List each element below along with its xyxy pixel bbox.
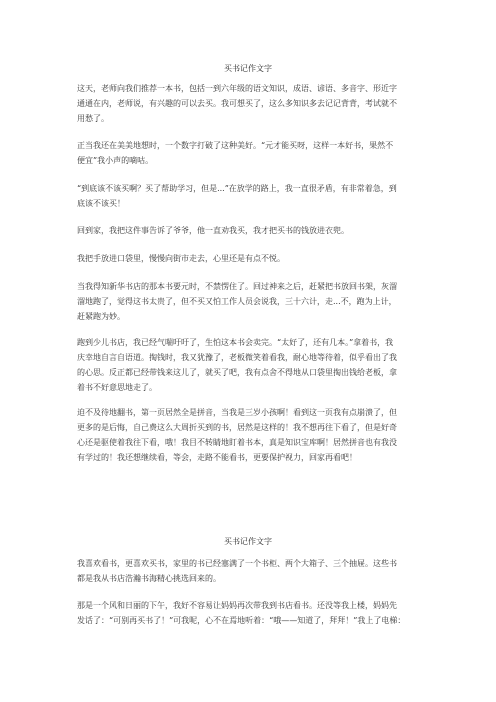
- text-line: 溜地跑了，觉得这书太贵了，但不买又怕工作人员会说我，三十六计，走...不，跑为上计，: [77, 297, 397, 306]
- text-line: “到底该不该买啊？买了帮助学习，但是...”在放学的路上，我一直很矛盾，有非常着急，到: [77, 184, 397, 193]
- text-line: 那是一个风和日丽的下午，我好不容易让妈妈再次带我到书店看书。还没等我上楼，妈妈先: [77, 601, 397, 610]
- article-2-paragraph-1: [77, 556, 417, 586]
- text-line: 发话了：“可别再买书了！”可我呢，心不在焉地听着：“哦——知道了，拜拜！”我上了电梯：: [77, 616, 406, 625]
- text-line: 更多的是后悔，自己费这么大周折买到的书，居然是这样的！我不想再往下看了，但是好奇: [77, 423, 397, 432]
- text-line: 当我得知新华书店的那本书要元时，不禁愣住了。回过神来之后，赶紧把书放回书架，灰溜: [77, 282, 397, 291]
- text-line: 跑到少儿书店，我已经气喘吁吁了，生怕这本书会卖完。“太好了，还有几本。”拿着书，我: [77, 338, 394, 347]
- article-1-paragraph-2: [77, 138, 417, 168]
- article-1-paragraph-1: [77, 81, 417, 126]
- text-line: 我喜欢看书，更喜欢买书，家里的书已经塞满了一个书柜、两个大箱子、三个抽屉。这些书: [77, 559, 397, 568]
- text-line: 庆幸地自言自语道。掏钱时，我又犹豫了，老板微笑着看我，耐心地等待着，似乎看出了我: [77, 353, 397, 362]
- text-line: 这天，老师向我们推荐一本书，包括一到六年级的语文知识，成语、谚语、多音字、形近字: [77, 84, 397, 93]
- text-line: 迫不及待地翻书，第一页居然全是拼音，当我是三岁小孩啊！看到这一页我有点崩溃了，但: [77, 408, 397, 417]
- text-line: 便宜”我小声的嘀咕。: [77, 156, 154, 165]
- article-1-paragraph-4: [77, 223, 417, 238]
- text-line: 着书不好意思地走了。: [77, 383, 157, 392]
- article-1-paragraph-7: [77, 335, 417, 395]
- text-line: 通通在内，老师说，有兴趣的可以去买。我可想买了，这么多知识多去记记背背，考试就不: [77, 99, 397, 108]
- text-line: 我把手放进口袋里，慢慢向街市走去，心里还是有点不悦。: [77, 254, 285, 263]
- text-line: 用愁了。: [77, 114, 109, 123]
- article-1-paragraph-6: [77, 279, 417, 324]
- text-line: 赶紧跑为妙。: [77, 312, 125, 321]
- text-line: 的心思。反正都已经带钱来这儿了，就买了吧，我有点舍不得地从口袋里掏出钱给老板，拿: [77, 368, 397, 377]
- text-line: 底该不该买！: [77, 199, 125, 208]
- article-1-paragraph-8: [77, 405, 417, 465]
- text-line: 心还是驱使着我往下看，哦！我目不转睛地盯着书本，真是知识宝库啊！居然拼音也有我没: [77, 438, 397, 447]
- text-line: 回到家，我把这件事告诉了爷爷，他一直劝我买，我才把买书的钱放进衣兜。: [77, 226, 349, 235]
- article-1-paragraph-5: [77, 251, 417, 266]
- article-2-title: 买书记作文字: [224, 537, 272, 546]
- article-2-paragraph-2: [77, 598, 417, 628]
- text-line: 都是我从书店浩瀚书海精心挑选回来的。: [77, 574, 221, 583]
- text-line: 有学过的！我还想继续看，等会，走路不能看书，更要保护视力，回家再看吧！: [77, 453, 357, 462]
- text-line: 正当我还在美美地想时，一个数字打破了这种美好。“元才能买呀，这样一本好书，果然不: [77, 141, 394, 150]
- article-1-title: 买书记作文字: [224, 64, 272, 73]
- article-1-paragraph-3: [77, 181, 417, 211]
